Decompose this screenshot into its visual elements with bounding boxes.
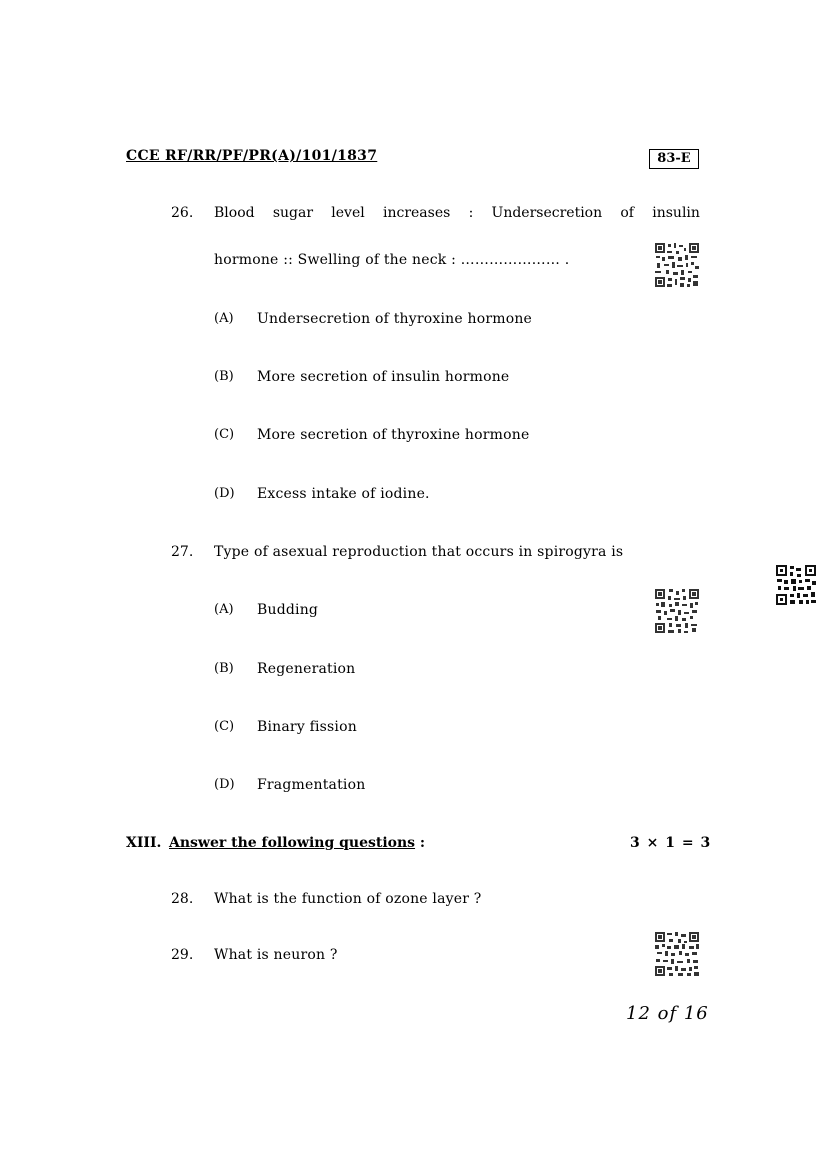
question-28-text: What is the function of ozone layer ? bbox=[214, 891, 482, 907]
q26-word: : bbox=[468, 205, 474, 221]
question-26-number: 26. bbox=[171, 205, 194, 221]
section-roman-number: XIII. bbox=[126, 835, 162, 851]
question-27-text: Type of asexual reproduction that occurs in spirogyra is bbox=[214, 544, 624, 560]
option-text: Excess intake of iodine. bbox=[257, 486, 430, 502]
option-label: (A) bbox=[214, 311, 234, 326]
q26-word: Undersecretion bbox=[491, 205, 603, 221]
option-label: (C) bbox=[214, 427, 235, 442]
option-text: Binary fission bbox=[257, 719, 357, 735]
paper-header-code: CCE RF/RR/PF/PR(A)/101/1837 bbox=[126, 148, 378, 164]
question-26-line1 bbox=[214, 205, 700, 221]
qr-code-icon bbox=[654, 931, 700, 977]
option-text: More secretion of thyroxine hormone bbox=[257, 427, 530, 443]
section-title-colon: : bbox=[419, 835, 426, 851]
option-label: (D) bbox=[214, 486, 235, 501]
q26-word: Blood bbox=[214, 205, 255, 221]
question-28-number: 28. bbox=[171, 891, 194, 907]
section-marks: 3 × 1 = 3 bbox=[630, 835, 712, 851]
q26-word: sugar bbox=[272, 205, 314, 221]
paper-code-box: 83-E bbox=[649, 149, 699, 169]
q26-word: insulin bbox=[652, 205, 700, 221]
option-text: Regeneration bbox=[257, 661, 356, 677]
question-29-number: 29. bbox=[171, 947, 194, 963]
qr-code-icon bbox=[654, 588, 700, 634]
section-title bbox=[169, 835, 425, 851]
option-label: (B) bbox=[214, 661, 234, 676]
option-label: (C) bbox=[214, 719, 235, 734]
page-number: 12 of 16 bbox=[626, 1003, 709, 1024]
option-text: Fragmentation bbox=[257, 777, 366, 793]
section-title-text: Answer the following questions bbox=[169, 835, 416, 851]
question-26-line2: hormone :: Swelling of the neck : ………………… . bbox=[214, 252, 570, 268]
q26-word: of bbox=[620, 205, 634, 221]
option-label: (B) bbox=[214, 369, 234, 384]
margin-qr-code-icon bbox=[776, 565, 816, 605]
question-27-number: 27. bbox=[171, 544, 194, 560]
q26-word: increases bbox=[382, 205, 451, 221]
qr-code-icon bbox=[654, 242, 700, 288]
option-label: (A) bbox=[214, 602, 234, 617]
question-29-text: What is neuron ? bbox=[214, 947, 338, 963]
option-text: Budding bbox=[257, 602, 319, 618]
q26-word: level bbox=[331, 205, 365, 221]
option-label: (D) bbox=[214, 777, 235, 792]
option-text: More secretion of insulin hormone bbox=[257, 369, 510, 385]
option-text: Undersecretion of thyroxine hormone bbox=[257, 311, 533, 327]
